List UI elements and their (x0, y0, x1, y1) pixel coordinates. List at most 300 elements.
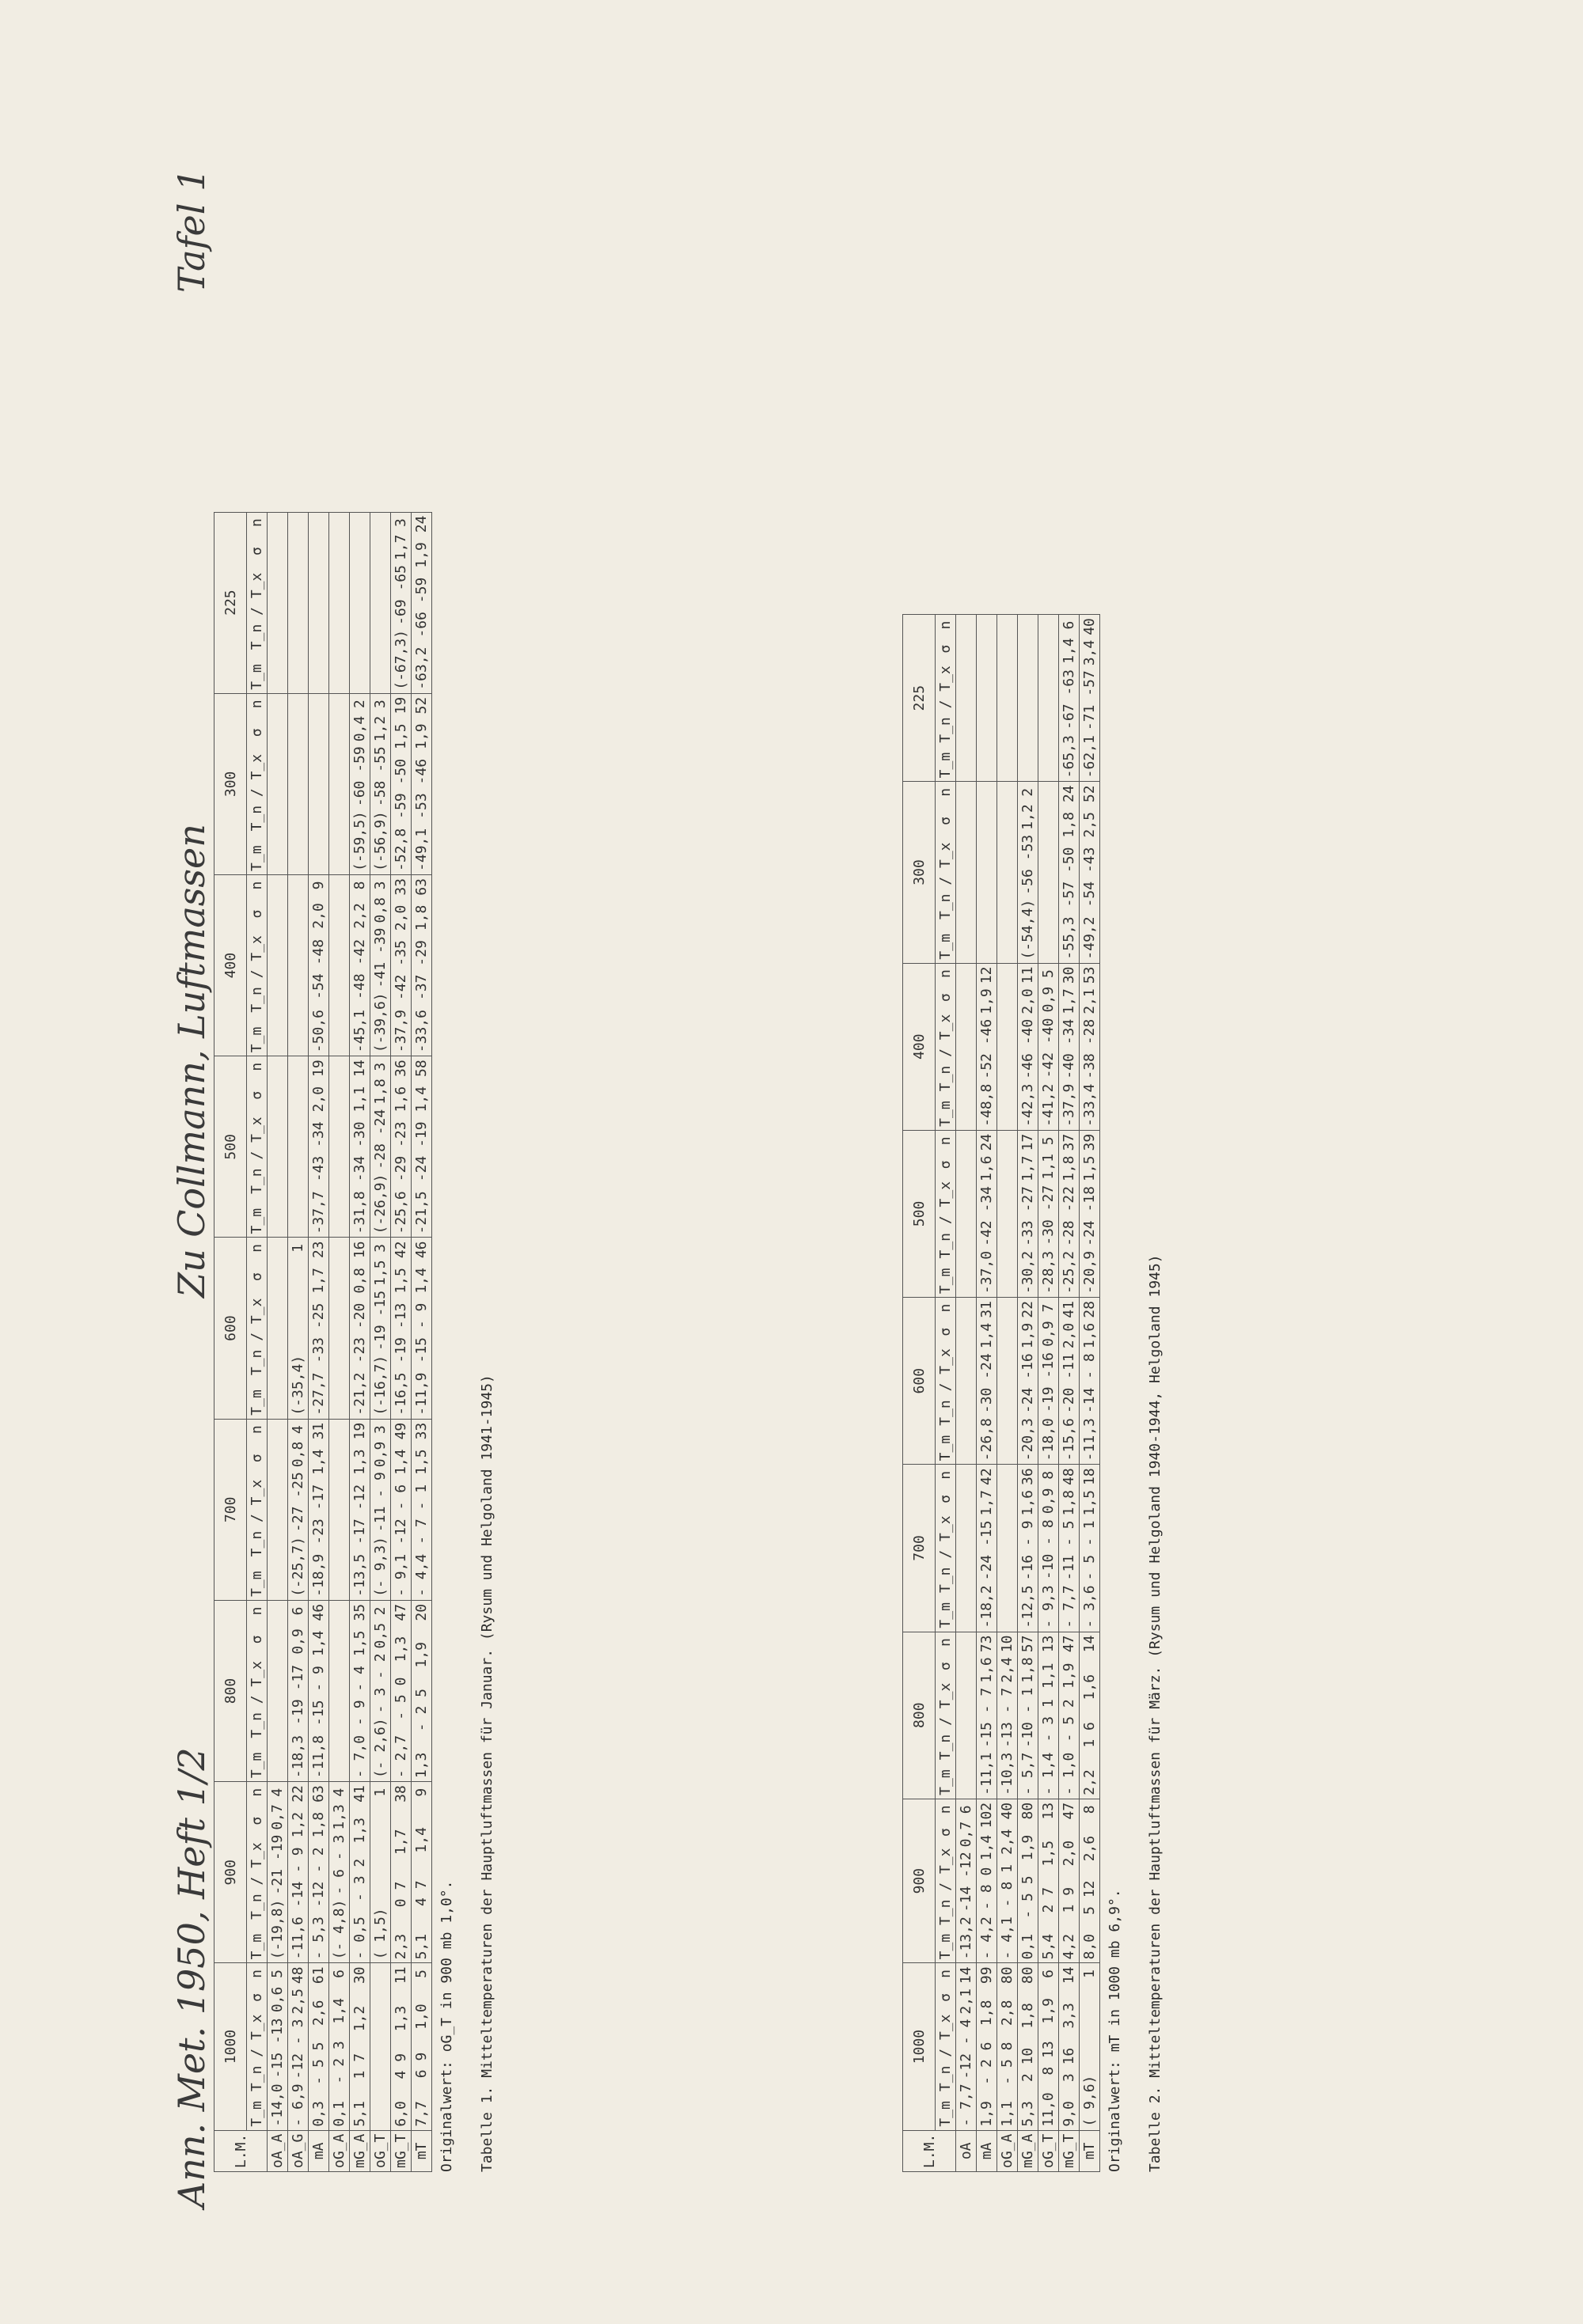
value-cell: 0,6 (269, 1986, 286, 2013)
value-cell: 47 (1061, 1635, 1077, 1653)
value-cell: 1,9 (1019, 1322, 1036, 1349)
value-cell: -25,6 (393, 1191, 409, 1234)
value-cell: 3,4 (1081, 639, 1098, 666)
value-cell: 23 (310, 1241, 327, 1259)
subheader: T_n / T_x (937, 1014, 954, 1092)
value-cell: 1,6 (393, 1086, 409, 1113)
value-cell: 2 10 (1019, 2047, 1036, 2083)
value-cell: -12 - 6 (393, 1484, 409, 1545)
subheader: n (249, 1425, 265, 1435)
value-cell: 1,4 (1061, 638, 1077, 664)
value-cell: 2 7 (1040, 1886, 1057, 1913)
subheader: n (249, 1244, 265, 1253)
level-header: 900 (214, 1782, 247, 1963)
value-cell: 0,4 (351, 715, 368, 742)
value-cell: -49,2 (1081, 916, 1098, 960)
level-header: 300 (903, 782, 936, 963)
value-cell: - 3 1 (1040, 1699, 1057, 1742)
value-cell: 1,8 (1061, 812, 1077, 838)
airmass-label: oA (956, 2130, 977, 2171)
subheader: T_m (249, 2101, 265, 2127)
value-cell: -19 -13 (393, 1302, 409, 1363)
value-cell: 0,9 (1040, 1321, 1057, 1347)
value-cell: 1,5 (372, 1260, 389, 1286)
value-cell: -21 -19 (269, 1834, 286, 1895)
value-cell: 3,3 (1061, 2003, 1077, 2029)
table-row (1059, 615, 1080, 2172)
table-row (1080, 615, 1100, 2172)
value-cell: - 4,4 (413, 1553, 430, 1597)
value-cell: 3 (372, 881, 389, 890)
value-cell: 4 7 (413, 1880, 430, 1906)
value-cell: -37,7 (310, 1191, 327, 1234)
value-cell: -17 -12 (351, 1484, 368, 1545)
subheader: n (937, 1303, 954, 1313)
subheader: σ (249, 1090, 265, 1100)
subheader: T_n / T_x (249, 935, 265, 1013)
subheader: n (249, 699, 265, 709)
value-cell: 12 (978, 966, 995, 984)
value-cell: - 5 - 1 (1081, 1520, 1098, 1581)
airmass-label: oA_G (288, 2130, 309, 2171)
value-cell: 1,3 (351, 1818, 368, 1844)
value-cell: 8 (1040, 1470, 1057, 1480)
value-cell: 3 (372, 699, 389, 709)
value-cell: -13,5 (351, 1553, 368, 1597)
subheader: n (937, 1136, 954, 1146)
value-cell: -18,9 (310, 1553, 327, 1597)
value-cell: 41 (351, 1785, 368, 1803)
value-cell: 61 (310, 1966, 327, 1985)
subheader: σ (249, 547, 265, 556)
value-cell: -21,5 (413, 1191, 430, 1234)
subheader: T_m (249, 1207, 265, 1234)
value-cell: -21,2 (351, 1372, 368, 1416)
value-cell: 1 7 (351, 2053, 368, 2079)
value-cell: -38 -28 (1081, 1018, 1098, 1079)
value-cell: 80 (1019, 1966, 1036, 1985)
value-cell: 53 (1081, 966, 1098, 984)
value-cell: 1,5 (1081, 1490, 1098, 1516)
value-cell: 1,5 (393, 1268, 409, 1294)
value-cell: 8 (1081, 1805, 1098, 1814)
table-row (956, 615, 977, 2172)
subheader: T_m (249, 1571, 265, 1597)
value-cell: - 2 6 (978, 2042, 995, 2085)
airmass-label: mA (977, 2130, 997, 2171)
value-cell: -15 - 9 (310, 1666, 327, 1726)
value-cell: 6 (1040, 1969, 1057, 1978)
value-cell: -11,8 (310, 1734, 327, 1779)
value-cell: (- 2,6) (372, 1718, 389, 1779)
value-cell: 1,3 (331, 1804, 347, 1830)
value-cell: 6 9 (413, 2052, 430, 2079)
value-cell: - 1,0 (1061, 1752, 1077, 1795)
value-cell: 4 (290, 1425, 306, 1435)
value-cell: 1,3 (351, 1449, 368, 1475)
value-cell: 48 (290, 1966, 306, 1985)
value-cell: 14 (1061, 1966, 1077, 1985)
airmass-label: oG_A (329, 2130, 350, 2171)
value-cell: - 6 - 3 (331, 1834, 347, 1895)
value-cell: 33 (393, 878, 409, 896)
subheader: n (937, 1969, 954, 1978)
subheader: σ (937, 1327, 954, 1336)
value-cell: -63,2 (413, 646, 430, 690)
value-cell: ( 1,5) (372, 1908, 389, 1960)
subheader: n (249, 1788, 265, 1797)
value-cell: 6,0 (393, 2101, 409, 2127)
value-cell: 2 (351, 699, 368, 709)
value-cell: 2,1 (958, 1988, 974, 2015)
value-cell: -40 -34 (1061, 1018, 1077, 1079)
value-cell: -15 -13 (269, 2018, 286, 2079)
value-cell: -14 - 9 (290, 1847, 306, 1908)
subheader: σ (937, 1494, 954, 1503)
value-cell: 19 (310, 1060, 327, 1077)
subheader: T_m (937, 1101, 954, 1127)
subheader: T_m (937, 2101, 954, 2127)
value-cell: -37,0 (978, 1250, 995, 1295)
value-cell: -27,7 (310, 1372, 327, 1416)
value-cell: - 4,1 (999, 1916, 1015, 1960)
value-cell: 0,9 (372, 1441, 389, 1468)
value-cell: -28,3 (1040, 1250, 1057, 1295)
value-cell: 2,4 (999, 1829, 1015, 1856)
value-cell (372, 1867, 389, 1882)
value-cell: 1,8 (413, 904, 430, 931)
level-header: 300 (214, 693, 247, 874)
subheader: n (249, 881, 265, 890)
value-cell: -11 - 5 (1061, 1520, 1077, 1581)
value-cell: - 7,7 (1061, 1585, 1077, 1628)
subheader: σ (937, 644, 954, 654)
value-cell: - 6,9 (290, 2083, 306, 2127)
value-cell: -33,4 (1081, 1083, 1098, 1127)
value-cell: 0,7 (269, 1804, 286, 1830)
subheader: σ (249, 728, 265, 737)
subheader: T_m (249, 1026, 265, 1053)
table1 (214, 512, 495, 2172)
value-cell: -25,2 (1061, 1250, 1077, 1295)
table-row (288, 512, 309, 2171)
value-cell: -54 -48 (310, 938, 327, 999)
value-cell: 42 (978, 1468, 995, 1486)
value-cell: (- 4,8) (331, 1899, 347, 1960)
level-header: 400 (214, 874, 247, 1056)
value-cell: 4 9 (393, 2053, 409, 2079)
value-cell: - 4,2 (978, 1916, 995, 1960)
subheader: σ (249, 1635, 265, 1644)
value-cell: 2,0 (1061, 1840, 1077, 1867)
value-cell: ( 9,6) (1081, 2075, 1098, 2127)
value-cell: 9 (413, 1788, 430, 1797)
value-cell: 0,3 (310, 2101, 327, 2127)
value-cell: 11 (1019, 966, 1036, 984)
value-cell: 11 (393, 1966, 409, 1985)
value-cell: 2,3 (393, 1933, 409, 1960)
value-cell: 5,1 (413, 1933, 430, 1960)
value-cell: -33,6 (413, 1010, 430, 1053)
value-cell: - 2,7 (393, 1734, 409, 1779)
value-cell: 24 (413, 515, 430, 533)
value-cell: 19 (393, 696, 409, 715)
table-row (412, 512, 432, 2171)
value-cell: -15 - 7 (978, 1687, 995, 1748)
value-cell: 1,2 (290, 1811, 306, 1838)
value-cell: 1 (290, 1244, 306, 1253)
value-cell: -12 - 3 (290, 2019, 306, 2079)
value-cell: 2 (372, 1606, 389, 1616)
subheader: σ (249, 1816, 265, 1825)
value-cell: -33 -27 (1019, 1186, 1036, 1246)
subheader: n (249, 518, 265, 527)
value-cell: 2,2 (351, 903, 368, 929)
value-cell: 63 (310, 1785, 327, 1803)
value-cell: 14 (958, 1966, 974, 1985)
value-cell: 1,6 (1019, 1490, 1036, 1516)
table-row (350, 512, 370, 2171)
subheader: T_n / T_x (937, 1181, 954, 1259)
value-cell: 28 (1081, 1301, 1098, 1318)
value-cell: -53 -46 (413, 758, 430, 819)
value-cell: -13,2 (958, 1916, 974, 1960)
subheader: T_m (249, 845, 265, 871)
value-cell: -15,6 (1061, 1418, 1077, 1462)
airmass-label: mA (309, 2130, 329, 2171)
value-cell: 47 (393, 1603, 409, 1621)
value-cell: 41 (1061, 1301, 1077, 1318)
value-cell: -55,3 (1061, 916, 1077, 960)
value-cell: -29 -23 (393, 1121, 409, 1182)
level-header: 225 (214, 512, 247, 693)
value-cell: -12,5 (1019, 1585, 1036, 1628)
value-cell: -30,2 (1019, 1250, 1036, 1295)
value-cell: -65,3 (1061, 735, 1077, 779)
value-cell: 5 12 (1081, 1880, 1098, 1915)
value-cell: -19 -15 (372, 1290, 389, 1351)
airmass-label: oA_A (268, 2130, 288, 2171)
value-cell: -30 -24 (978, 1353, 995, 1414)
value-cell: 1,0 (413, 2004, 430, 2030)
subheader: T_m (249, 1389, 265, 1416)
value-cell: 31 (978, 1301, 995, 1318)
table-row (997, 615, 1018, 2172)
value-cell: -28 -24 (372, 1109, 389, 1170)
value-cell: 1,2 (372, 715, 389, 742)
value-cell: 0,1 (331, 2101, 347, 2127)
subheader: n (249, 1606, 265, 1616)
table-caption: Tabelle 2. Mitteltemperaturen der Hauptluftmassen für März. (Rysum und Helgoland 1940-1944, Helgoland 1945) (1147, 1254, 1164, 2172)
value-cell: -56 -53 (1019, 834, 1036, 895)
value-cell: 17 (1019, 1133, 1036, 1151)
value-cell: (-35,4) (290, 1355, 306, 1416)
value-cell: 1,7 (1061, 988, 1077, 1014)
subheader: T_n / T_x (249, 1661, 265, 1738)
value-cell: 1,9 (413, 542, 430, 568)
value-cell: 38 (393, 1785, 409, 1803)
value-cell: 6 (1061, 620, 1077, 630)
value-cell: -67 -63 (1061, 669, 1077, 730)
value-cell: 47 (1061, 1802, 1077, 1820)
table2-grid (902, 614, 1100, 2172)
value-cell: 0,8 (351, 1268, 368, 1294)
value-cell: -42 -35 (393, 940, 409, 1001)
value-cell: 1,1 (1040, 1662, 1057, 1689)
airmass-label: mG_A (350, 2130, 370, 2171)
value-cell: 36 (393, 1060, 409, 1077)
value-cell: -11,6 (290, 1916, 306, 1960)
value-cell: -23 -20 (351, 1302, 368, 1363)
value-cell: 1,7 (1019, 1155, 1036, 1182)
value-cell: 99 (978, 1966, 995, 1985)
value-cell: 2,0 (1019, 988, 1036, 1014)
value-cell: - 5,7 (1019, 1752, 1036, 1795)
table-row (329, 512, 350, 2171)
value-cell: 1,9 (978, 988, 995, 1014)
value-cell: 1,2 (1019, 804, 1036, 830)
value-cell: -24 -18 (1081, 1186, 1098, 1246)
value-cell: 1,4 (310, 1630, 327, 1657)
value-cell: -16,5 (393, 1372, 409, 1416)
value-cell: 0,5 (372, 1622, 389, 1649)
value-cell: -20 -11 (1061, 1353, 1077, 1414)
value-cell: 4,2 (1061, 1933, 1077, 1960)
value-cell: 2,0 (1061, 1322, 1077, 1349)
value-cell: - 1,4 (1040, 1752, 1057, 1795)
subheader: σ (937, 1160, 954, 1170)
level-header: 700 (903, 1465, 936, 1632)
value-cell: 52 (1081, 785, 1098, 803)
value-cell: -58 -55 (372, 746, 389, 807)
subheader: σ (249, 909, 265, 919)
value-cell: 22 (1019, 1301, 1036, 1318)
table-note: Originalwert: mT in 1000 mb 6,9°. (1107, 1889, 1123, 2172)
level-header: 225 (903, 615, 936, 782)
subheader: σ (249, 1272, 265, 1281)
subheader: T_n / T_x (937, 1848, 954, 1926)
value-cell: 13 (1040, 1635, 1057, 1653)
value-cell: 102 (978, 1802, 995, 1829)
value-cell: (- 9,3) (372, 1537, 389, 1597)
value-cell: 2,8 (999, 2000, 1015, 2026)
value-cell: 1,7 (978, 1490, 995, 1516)
value-cell: -20,3 (1019, 1418, 1036, 1462)
value-cell: 1,3 (393, 2005, 409, 2032)
value-cell: (-56,9) (372, 811, 389, 871)
value-cell: 1 9 (1061, 1886, 1077, 1913)
value-cell: 2,0 (310, 1086, 327, 1113)
value-cell: - 8 1 (999, 1864, 1015, 1908)
value-cell: 63 (413, 878, 430, 896)
value-cell: - 7,7 (958, 2083, 974, 2127)
value-cell: 1,5 (351, 1630, 368, 1657)
value-cell: 14 (1081, 1635, 1098, 1653)
subheader: σ (937, 993, 954, 1003)
value-cell: 4 (331, 1788, 347, 1797)
value-cell: 10 (999, 1635, 1015, 1653)
value-cell: - 5 5 (1019, 1875, 1036, 1919)
subheader: T_n / T_x (249, 1842, 265, 1920)
level-header: 800 (903, 1632, 936, 1799)
value-cell: 1,6 (978, 1155, 995, 1182)
header-center: Zu Collmann, Luftmassen (170, 824, 213, 1298)
value-cell (1081, 2039, 1098, 2053)
level-header: 500 (903, 1130, 936, 1297)
value-cell: -10 - 8 (1040, 1519, 1057, 1580)
value-cell: -37 -29 (413, 940, 430, 1001)
level-header: 600 (903, 1298, 936, 1465)
value-cell: -48,8 (978, 1083, 995, 1127)
value-cell: -24 -19 (413, 1121, 430, 1182)
value-cell: 1,5 (393, 723, 409, 749)
value-cell: - 9 - 4 (351, 1666, 368, 1726)
value-cell: 9,0 (1061, 2101, 1077, 2127)
value-cell: 33 (413, 1422, 430, 1440)
subheader: T_m (249, 1752, 265, 1779)
value-cell: (-59,5) (351, 811, 368, 871)
value-cell: -52 -46 (978, 1018, 995, 1079)
value-cell: 1,4 (978, 1834, 995, 1861)
value-cell: -10 - 1 (1019, 1687, 1036, 1748)
subheader: T_m (249, 1933, 265, 1960)
value-cell: - 3 2 (351, 1858, 368, 1901)
value-cell (372, 1826, 389, 1841)
level-header: 700 (214, 1419, 247, 1600)
value-cell: 1,4 (393, 1449, 409, 1475)
value-cell: (-19,8) (269, 1899, 286, 1960)
value-cell: 1,3 (413, 1752, 430, 1779)
value-cell: (-67,3) (393, 629, 409, 690)
value-cell: 1,9 (413, 1642, 430, 1668)
value-cell: 5 (269, 1970, 286, 1978)
value-cell: 11,0 (1040, 2092, 1057, 2127)
value-cell: -34 -30 (351, 1121, 368, 1182)
value-cell: -54 -43 (1081, 847, 1098, 908)
value-cell: (-54,4) (1019, 899, 1036, 960)
value-cell: 1,8 (310, 1811, 327, 1838)
subheader: T_n / T_x (249, 753, 265, 832)
value-cell: 7 (1040, 1303, 1057, 1313)
row-header: L.M. (903, 2130, 956, 2171)
value-cell: 1,9 (413, 723, 430, 749)
table-row (268, 512, 288, 2171)
subheader: T_n / T_x (937, 842, 954, 920)
value-cell: -18,2 (978, 1585, 995, 1628)
value-cell: 8,0 (1081, 1933, 1098, 1960)
value-cell: 80 (999, 1966, 1015, 1985)
value-cell: 35 (351, 1603, 368, 1621)
value-cell: 1,1 (1040, 1154, 1057, 1180)
subheader: T_m (937, 1268, 954, 1295)
value-cell: -13 - 7 (999, 1687, 1015, 1748)
value-cell: 2,0 (393, 904, 409, 931)
value-cell: -59 -50 (393, 758, 409, 819)
subheader: T_n / T_x (249, 1479, 265, 1557)
value-cell: 0 7 (393, 1881, 409, 1908)
value-cell: -16 - 9 (1019, 1520, 1036, 1581)
value-cell: -30 -27 (1040, 1185, 1057, 1245)
level-header: 500 (214, 1056, 247, 1238)
value-cell: 2,1 (1081, 988, 1098, 1014)
value-cell: -50,6 (310, 1010, 327, 1053)
value-cell: 1,9 (978, 2101, 995, 2127)
value-cell: -41,2 (1040, 1083, 1057, 1127)
value-cell: -24 -15 (978, 1520, 995, 1581)
value-cell: 1,6 (1081, 1674, 1098, 1700)
value-cell: - 9,3 (1040, 1585, 1057, 1628)
value-cell: 57 (1019, 1635, 1036, 1653)
